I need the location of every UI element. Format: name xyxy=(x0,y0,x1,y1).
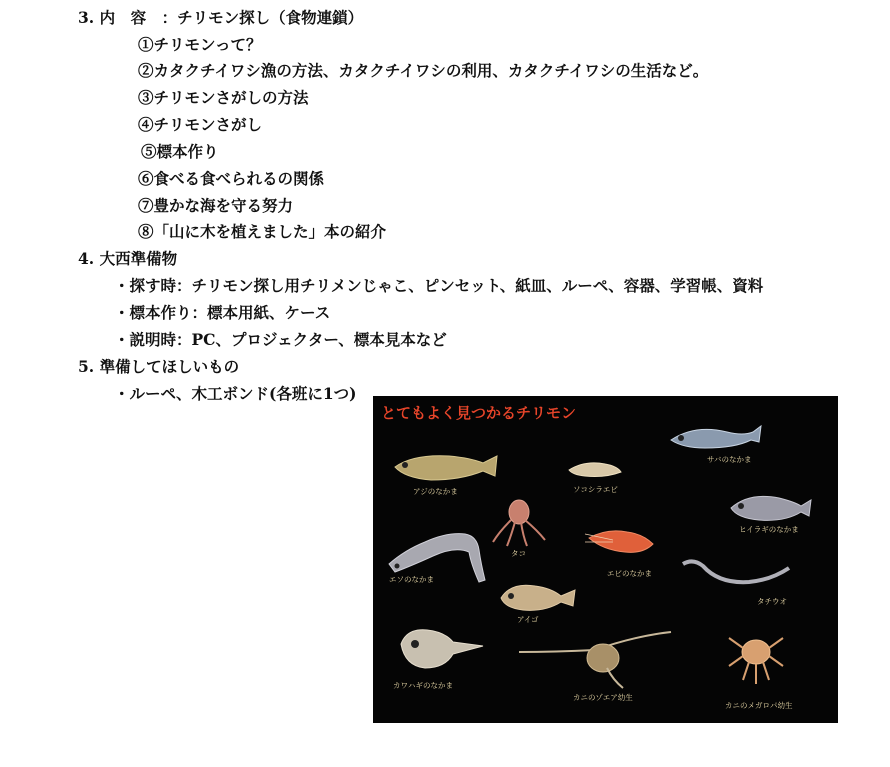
caption-hiiragi: ヒイラギのなかま xyxy=(739,525,799,534)
shrimp-specimen xyxy=(565,456,625,482)
caption-kani-megalopa: カニのメガロパ幼生 xyxy=(725,701,793,710)
filefish-specimen xyxy=(395,624,487,676)
octopus-specimen xyxy=(491,498,547,548)
section4-item-1: ・探す時：チリモン探し用チリメンじゃこ、ピンセット、紙皿、ルーペ、容器、学習帳、資料 xyxy=(114,276,764,295)
caption-aji: アジのなかま xyxy=(413,487,458,496)
horse-mackerel-specimen xyxy=(391,450,501,484)
caption-saba: サバのなかま xyxy=(707,455,752,464)
section3-item-6: ⑥食べる食べられるの関係 xyxy=(138,169,325,188)
caption-eso: エソのなかま xyxy=(389,575,434,584)
section3-item-1: ①チリモンって？ xyxy=(138,35,262,54)
section3-item-7: ⑦豊かな海を守る努力 xyxy=(138,196,294,215)
caption-kawahagi: カワハギのなかま xyxy=(393,681,453,690)
section5-item-1: ・ルーペ、木工ボンド(各班に1つ) xyxy=(114,384,357,403)
caption-tako: タコ xyxy=(511,549,526,558)
rabbitfish-specimen xyxy=(495,578,581,616)
crab-megalopa-specimen xyxy=(725,626,787,688)
caption-sokoshira: ソコシラエビ xyxy=(573,485,618,494)
mackerel-specimen xyxy=(665,418,765,458)
section3-item-3: ③チリモンさがしの方法 xyxy=(138,88,309,107)
caption-aigo: アイゴ xyxy=(517,615,539,624)
caption-kani-zoea: カニのゾエア幼生 xyxy=(573,693,633,702)
section3-item-4: ④チリモンさがし xyxy=(138,115,263,134)
ponyfish-specimen xyxy=(725,490,815,526)
crab-zoea-specimen xyxy=(515,628,675,692)
section5-heading: 5. 準備してほしいもの xyxy=(78,357,240,376)
section3-item-5: ⑤標本作り xyxy=(141,142,219,161)
section4-item-3: ・説明時：PC、プロジェクター、標本見本など xyxy=(114,330,447,349)
section3-item-8: ⑧「山に木を植えました」本の紹介 xyxy=(138,222,387,241)
section4-item-2: ・標本作り：標本用紙、ケース xyxy=(114,303,331,322)
section4-heading: 4. 大西準備物 xyxy=(78,249,178,268)
cutlassfish-specimen xyxy=(679,554,795,594)
section3-heading: 3. 内 容 ：チリモン探し（食物連鎖） xyxy=(78,8,364,27)
section3-item-2: ②カタクチイワシ漁の方法、カタクチイワシの利用、カタクチイワシの生活など。 xyxy=(138,61,709,80)
chirimon-photo xyxy=(373,396,838,723)
photo-title: とてもよく見つかるチリモン xyxy=(381,404,577,422)
prawn-specimen xyxy=(583,524,659,560)
caption-tachiuo: タチウオ xyxy=(757,597,787,606)
caption-ebi: エビのなかま xyxy=(607,569,652,578)
